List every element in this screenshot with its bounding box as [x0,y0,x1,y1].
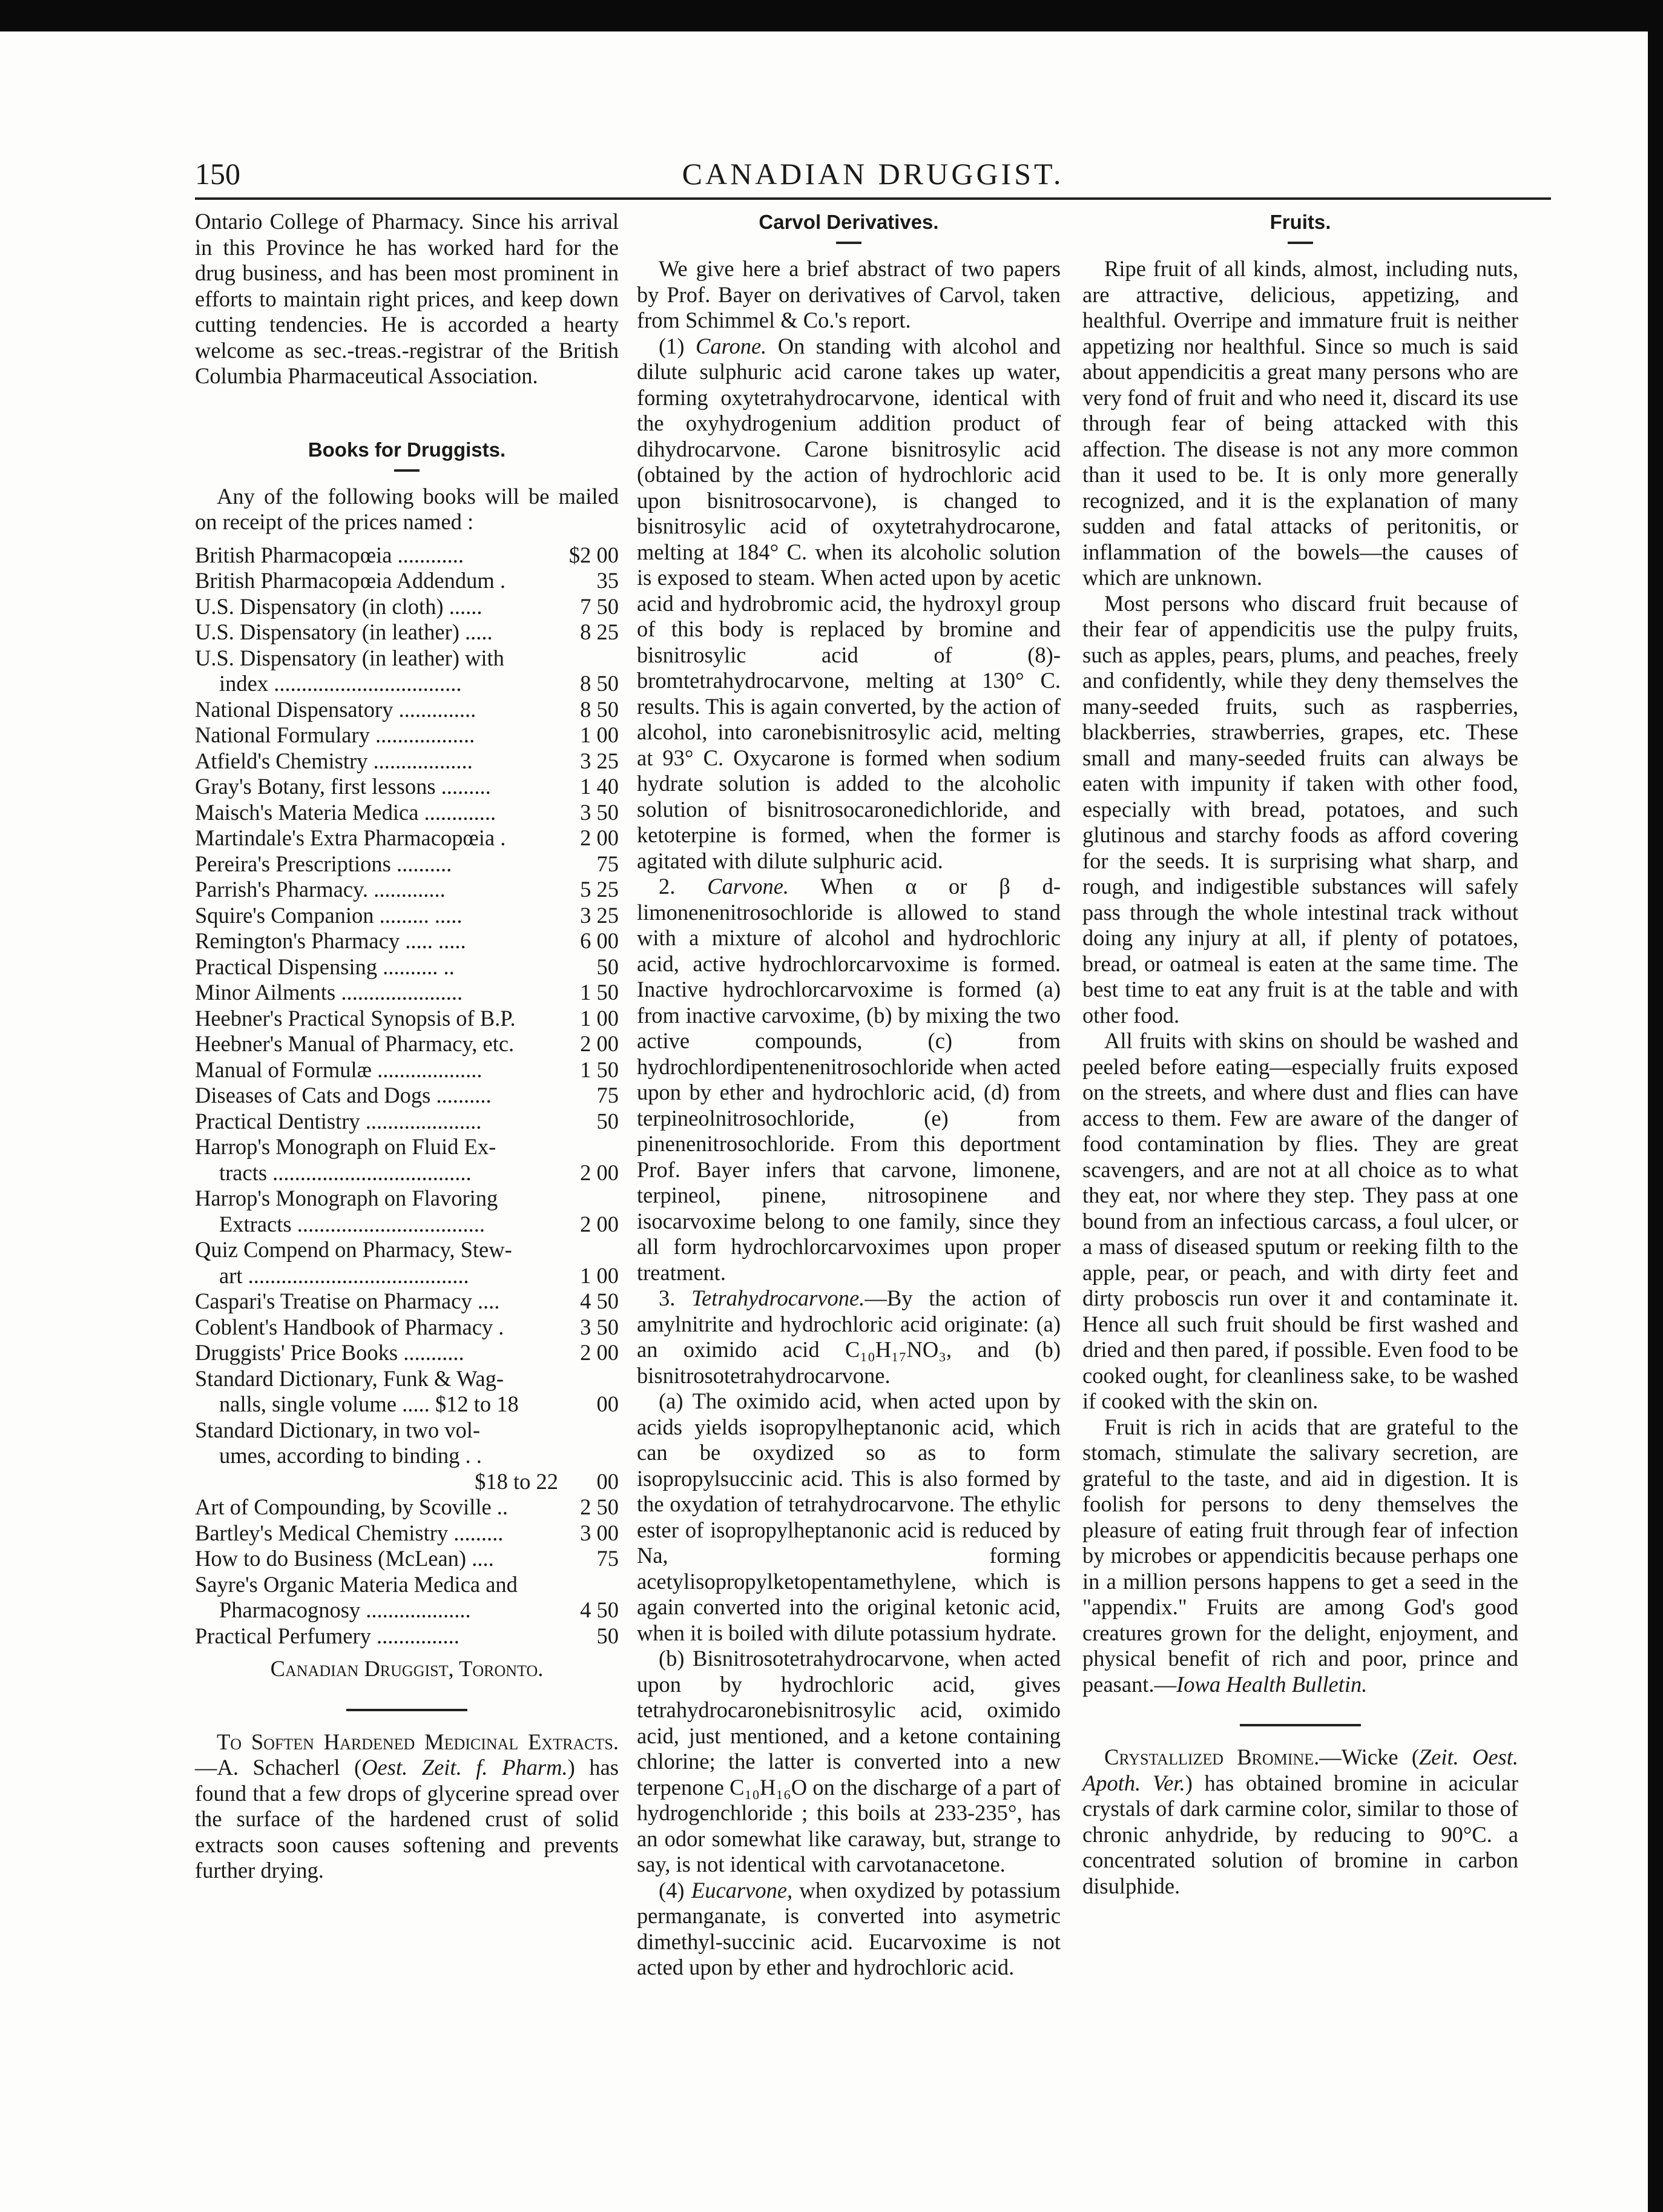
item-body: On standing with alcohol and dilute sulphuric acid carone takes up water, forming oxytetrahydrocarvone, identical with the oxyhydrogenium addition product of dihydrocarvone. Carone bisnitrosylic acid (obtained by the action of hydrochloric acid upon bisnitrosocarvone), is changed to bisnitrosylic acid of oxytetrahydrocarone, melting at 184° C. when its alcoholic solution is exposed to steam. When acted upon by acetic acid and hydrobromic acid, the hydroxyl group of this body is replaced by bromine and bisnitrosylic acid of (8)-bromtetrahydrocarvone, melting at 130° C. results. This is again converted, by the action of alcohol, into caronebisnitrosylic acid, melting at 93° C. Oxycarone is formed when sodium hydrate solution is added to the alcoholic solution of bisnitrosocaronedichloride, and ketoterpine is formed, when the former is agitated with dilute sulphuric acid. [637,333,1061,873]
book-row [195,619,619,645]
book-title: nalls, single volume ..... $12 to 18 [219,1392,519,1416]
book-title: British Pharmacopœia Addendum . [195,568,505,593]
book-row [195,748,619,774]
book-row [195,1031,619,1057]
book-row [195,851,619,877]
book-title: tracts .................................... [219,1160,472,1185]
item-number: 2. [659,874,708,899]
book-price-list [195,543,619,1649]
book-row [195,1392,619,1418]
book-title: Coblent's Handbook of Pharmacy . [195,1314,504,1339]
book-row [195,1237,619,1263]
book-price: 2 00 [580,825,619,850]
book-row [195,1160,619,1186]
book-title: Diseases of Cats and Dogs .......... [195,1083,492,1108]
books-intro: Any of the following books will be mailed on receipt of the prices named : [195,483,619,534]
book-row [195,1263,619,1289]
book-title: Standard Dictionary, Funk & Wag- [195,1365,504,1391]
carvone-paragraph [637,874,1061,1286]
item-number: (1) [659,333,696,358]
fruits-body: Fruit is rich in acids that are grateful to the stomach, stimulate the salivary secretion, are grateful to the taste, and aid in digestion. It is foolish for persons to deny themselves the pleasure of eating fruit through fear of infection by microbes or appendicitis because perhaps one in a million persons happens to get a seed in the "appendix." Fruits are among God's good creatures grown for the delight, enjoyment, and physical benefit of rich and poor, prince and peasant.— [1082,1414,1518,1697]
book-row [195,877,619,903]
book-row [195,1109,619,1135]
book-price: 75 [596,1083,619,1108]
fruits-paragraph-3: All fruits with skins on should be washed and peeled before eating—especially fruits exposed on the streets, and where dust and flies can have access to them. Few are aware of the danger of food contamination by flies. They are great scavengers, and are not at all choice as to what they eat, nor where they step. They pass at one bound from an infectious carcass, a foul ulcer, or a mass of diseased sputum or reeking filth to the apple, pear, or peach, and with dirty feet and dirty proboscis run over it and contaminate it. Hence all such fruit should be first washed and dried and then pared, if possible. Even food to be cooked ought, for cleanliness sake, to be washed if cooked with the skin on. [1082,1028,1518,1413]
item-term: Carvone. [707,874,789,899]
book-title: Heebner's Practical Synopsis of B.P. [195,1005,516,1031]
book-price: 1 00 [580,1263,619,1288]
book-row [195,800,619,826]
book-title: umes, according to binding . . [219,1443,482,1468]
book-title: Remington's Pharmacy ..... ..... [195,928,466,953]
tetrahydrocarvone-paragraph [637,1286,1061,1388]
book-title: Squire's Companion ......... ..... [195,902,463,928]
book-row [195,1443,619,1469]
book-price: 8 25 [580,619,619,644]
book-title: Gray's Botany, first lessons ......... [195,774,491,799]
eucarvone-paragraph [637,1878,1061,1981]
book-row [195,1057,619,1083]
book-title: $18 to 22 [475,1468,558,1494]
section-separator [346,1709,467,1711]
books-heading: Books for Druggists. [308,438,506,461]
book-row [195,1006,619,1032]
column-middle [637,209,1061,1981]
book-row [195,1186,619,1212]
book-price: 4 50 [580,1289,619,1313]
book-row [195,1212,619,1238]
book-row [195,1418,619,1444]
book-title: U.S. Dispensatory (in leather) ..... [195,619,493,644]
soften-source: Oest. Zeit. f. Pharm. [361,1755,568,1780]
book-title: British Pharmacopœia ............ [195,542,464,567]
book-price: 2 00 [580,1211,619,1236]
book-title: Parrish's Pharmacy. ............. [195,877,446,902]
fruits-heading: Fruits. [1269,211,1331,233]
book-price: 50 [596,1623,619,1648]
book-row [195,1546,619,1572]
book-row [195,594,619,620]
book-row [195,568,619,594]
book-row [195,645,619,672]
book-title: Atfield's Chemistry .................. [195,748,473,773]
soften-author: —A. Schacherl ( [195,1755,362,1780]
book-row [195,1597,619,1623]
book-row [195,1572,619,1598]
scan-right-border [1648,0,1663,2212]
book-price: 5 25 [580,877,619,902]
book-title: Harrop's Monograph on Flavoring [195,1186,498,1210]
book-title: Pharmacognosy ................... [219,1597,471,1622]
book-title: Pereira's Prescriptions .......... [195,851,452,876]
book-title: How to do Business (McLean) .... [195,1546,494,1571]
book-price: 3 00 [580,1520,619,1545]
book-price: 50 [596,954,619,979]
book-price: 2 00 [580,1340,619,1365]
book-title: Standard Dictionary, in two vol- [195,1417,481,1442]
book-title: U.S. Dispensatory (in leather) with [195,645,504,670]
book-price: 8 50 [580,696,619,722]
book-price: 3 50 [580,799,619,825]
item-number: (4) [659,1877,691,1903]
book-row [195,903,619,929]
book-price: 00 [596,1468,619,1494]
book-title: Quiz Compend on Pharmacy, Stew- [195,1237,512,1262]
item-body: when oxydized by potassium permanganate, is converted into asymetric dimethyl-succinic acid. Eucarvoxime is not acted upon by ether and hydrochloric acid. [637,1877,1061,1979]
book-title: Extracts .................................. [219,1211,485,1236]
book-title: Practical Dispensing .......... .. [195,954,455,979]
book-row [195,1494,619,1520]
book-title: National Dispensatory .............. [195,696,476,722]
scan-top-border [0,0,1663,31]
book-row [195,1340,619,1366]
carvol-intro: We give here a brief abstract of two papers by Prof. Bayer on derivatives of Carvol, taken from Schimmel & Co.'s report. [637,256,1061,332]
item-body: When α or β d-limonenenitrosochloride is allowed to stand with a mixture of alcohol and hydrochloric acid, active hydrochlorcarvoxime is formed. Inactive hydrochlorcarvoxime is formed (a) from inactive carvoxime, (b) by mixing the two active compounds, (c) from hydrochlordipentenenitrosochloride when acted upon by ether and hydrochloric acid, (d) from terpineolnitrosochloride, (e) from pinenenitrosochloride. From this deportment Prof. Bayer infers that carvone, limonene, terpineol, pinene, nitrosopinene and isocarvoxime belong to one family, since they all form hydrochlorcarvoximes upon proper treatment. [637,874,1061,1285]
soften-paragraph [195,1729,619,1884]
bromine-author: —Wicke ( [1319,1745,1419,1769]
book-row [195,954,619,980]
item-number: 3. [659,1286,692,1310]
heading-dash [394,469,420,472]
book-row [195,1315,619,1341]
carone-paragraph [637,334,1061,874]
book-price: 7 50 [580,593,619,619]
book-price: 50 [596,1108,619,1134]
book-row [195,980,619,1006]
bisnitroso-paragraph: (b) Bisnitrosotetrahydrocarvone, when acted upon by hydrochloric acid, gives tetrahydrocaronebisnitrosylic acid, oximido acid, just mentioned, and a ketone containing chlorine; the latter is converted into a new terpenone C₁₀H₁₆O on the discharge of a part of hydrogenchloride ; this boils at 233-235°, has an odor somewhat like caraway, but, strange to say, is not identical with carvotanacetone. [637,1646,1061,1877]
carvol-heading: Carvol Derivatives. [759,211,939,233]
book-title: Druggists' Price Books ........... [195,1340,464,1365]
book-price: 1 00 [580,722,619,747]
heading-dash [836,242,861,244]
book-title: Art of Compounding, by Scoville .. [195,1494,509,1519]
book-row [195,1623,619,1649]
item-body: —By the action of amylnitrite and hydrochloric acid originate: (a) an oximido acid C₁₀H₁₇NO₃, and (b) bisnitrosotetrahydrocarvone. [637,1286,1061,1388]
book-row [195,543,619,569]
book-price: 6 00 [580,928,619,953]
book-title: Practical Perfumery ............... [195,1623,459,1648]
book-row [195,825,619,851]
book-price: 1 50 [580,1057,619,1082]
heading-dash [1288,242,1313,244]
column-left [195,209,619,1884]
book-price: 3 25 [580,902,619,928]
fruits-paragraph-1: Ripe fruit of all kinds, almost, including nuts, are attractive, delicious, appetizing, and healthful. Overripe and immature fruit is neither appetizing nor healthful. Since so much is said about appendicitis a great many persons who are very fond of fruit and who need it, discard its use through fear of being attacked with this affection. The disease is not any more common than it used to be. It is only more generally recognized, and it is the explanation of many sudden and fatal attacks of peritonitis, or inflammation of the bowels—the causes of which are unknown. [1082,256,1518,590]
section-separator [1240,1724,1361,1726]
bromine-heading: Crystallized Bromine. [1104,1745,1320,1769]
column-right [1082,209,1518,1899]
book-price: 2 00 [580,1160,619,1185]
book-price: 2 00 [580,1031,619,1056]
book-row [195,1520,619,1547]
book-title: U.S. Dispensatory (in cloth) ...... [195,593,482,619]
book-title: Martindale's Extra Pharmacopœia . [195,825,506,850]
book-price: 8 50 [580,671,619,696]
book-price: 75 [596,851,619,876]
book-row [195,1083,619,1109]
item-term: Carone. [696,333,767,358]
book-title: Caspari's Treatise on Pharmacy .... [195,1289,500,1313]
item-term: Eucarvone, [691,1877,793,1903]
book-price: 1 40 [580,774,619,799]
book-price: 00 [596,1392,619,1416]
fruits-paragraph-2: Most persons who discard fruit because of their fear of appendicitis use the pulpy fruits, such as apples, pears, plums, and peaches, freely and confidently, while they deny themselves the many-seeded fruits, such as raspberries, blackberries, strawberries, grapes, etc. These small and many-seeded fruits can always be eaten with impunity if taken with other food, especially with bread, potatoes, and such glutinous and starchy foods as afford covering for the seeds. It is surprising what sharp, and rough, and indigestible substances will safely pass through the whole intestinal track without doing any injury at all, if plenty of potatoes, bread, or oatmeal is eaten at the same time. The best time to eat any fruit is at the table and with other food. [1082,590,1518,1028]
journal-title: CANADIAN DRUGGIST. [682,157,1064,191]
book-price: 35 [596,568,619,593]
bromine-paragraph [1082,1745,1518,1899]
book-title: Manual of Formulæ ................... [195,1057,482,1082]
book-row [195,1366,619,1392]
book-price: 2 50 [580,1494,619,1519]
running-header [195,156,1551,195]
bromine-source: Zeit. Oest. Apoth. Ver. [1082,1745,1518,1795]
book-price: 1 50 [580,980,619,1005]
book-row [195,1289,619,1315]
book-price: 3 50 [580,1314,619,1339]
book-row [195,1134,619,1160]
book-title: Sayre's Organic Materia Medica and [195,1571,518,1597]
oximido-paragraph: (a) The oximido acid, when acted upon by acids yields isopropylheptanonic acid, which can be oxydized so as to form isopropylsuccinic acid. This is also formed by the oxydation of tetrahydrocarvone. The ethylic ester of isopropylheptanonic acid is reduced by Na, forming acetylisopropylketopentamethylene, which is again converted into the original ketonic acid, when it is boiled with dilute potassium hydrate. [637,1388,1061,1645]
book-title: Heebner's Manual of Pharmacy, etc. [195,1031,515,1056]
book-title: National Formulary .................. [195,722,475,747]
book-title: Harrop's Monograph on Fluid Ex- [195,1134,496,1159]
books-signature: Canadian Druggist, Toronto. [270,1656,544,1681]
book-title: Maisch's Materia Medica ............. [195,799,496,825]
book-title: art ........................................ [219,1263,469,1288]
fruits-source: Iowa Health Bulletin. [1176,1671,1368,1697]
header-rule [195,197,1551,200]
soften-body: ) has found that a few drops of glycerine spread over the surface of the hardened crust of solid extracts soon causes softening and prevents further drying. [195,1755,619,1883]
item-term: Tetrahydrocarvone. [691,1286,865,1310]
book-title: index .................................. [219,671,462,696]
book-price: 1 00 [580,1005,619,1031]
book-title: Practical Dentistry ..................... [195,1108,482,1134]
bromine-body: ) has obtained bromine in acicular crystals of dark carmine color, similar to those of chronic anhydride, by reducing to 90°C. a concentrated solution of bromine in carbon disulphide. [1082,1770,1518,1898]
book-title: Bartley's Medical Chemistry ......... [195,1520,504,1545]
intro-paragraph: Ontario College of Pharmacy. Since his arrival in this Province he has worked hard for the drug business, and has been most prominent in efforts to maintain right prices, and keep down cutting tendencies. He is accorded a hearty welcome as sec.-treas.-registrar of the British Columbia Pharmaceutical Association. [195,209,619,388]
page-number: 150 [195,157,240,191]
soften-heading: To Soften Hardened Medicinal Extracts. [217,1729,619,1754]
book-price: 3 25 [580,748,619,773]
book-row [195,1469,619,1495]
book-price: 4 50 [580,1597,619,1622]
book-price: $2 00 [568,542,619,567]
fruits-paragraph-4 [1082,1415,1518,1698]
book-row [195,722,619,748]
book-row [195,697,619,723]
book-row [195,928,619,954]
book-price: 75 [596,1546,619,1571]
book-row [195,671,619,697]
book-title: Minor Ailments ...................... [195,980,463,1005]
book-row [195,774,619,800]
